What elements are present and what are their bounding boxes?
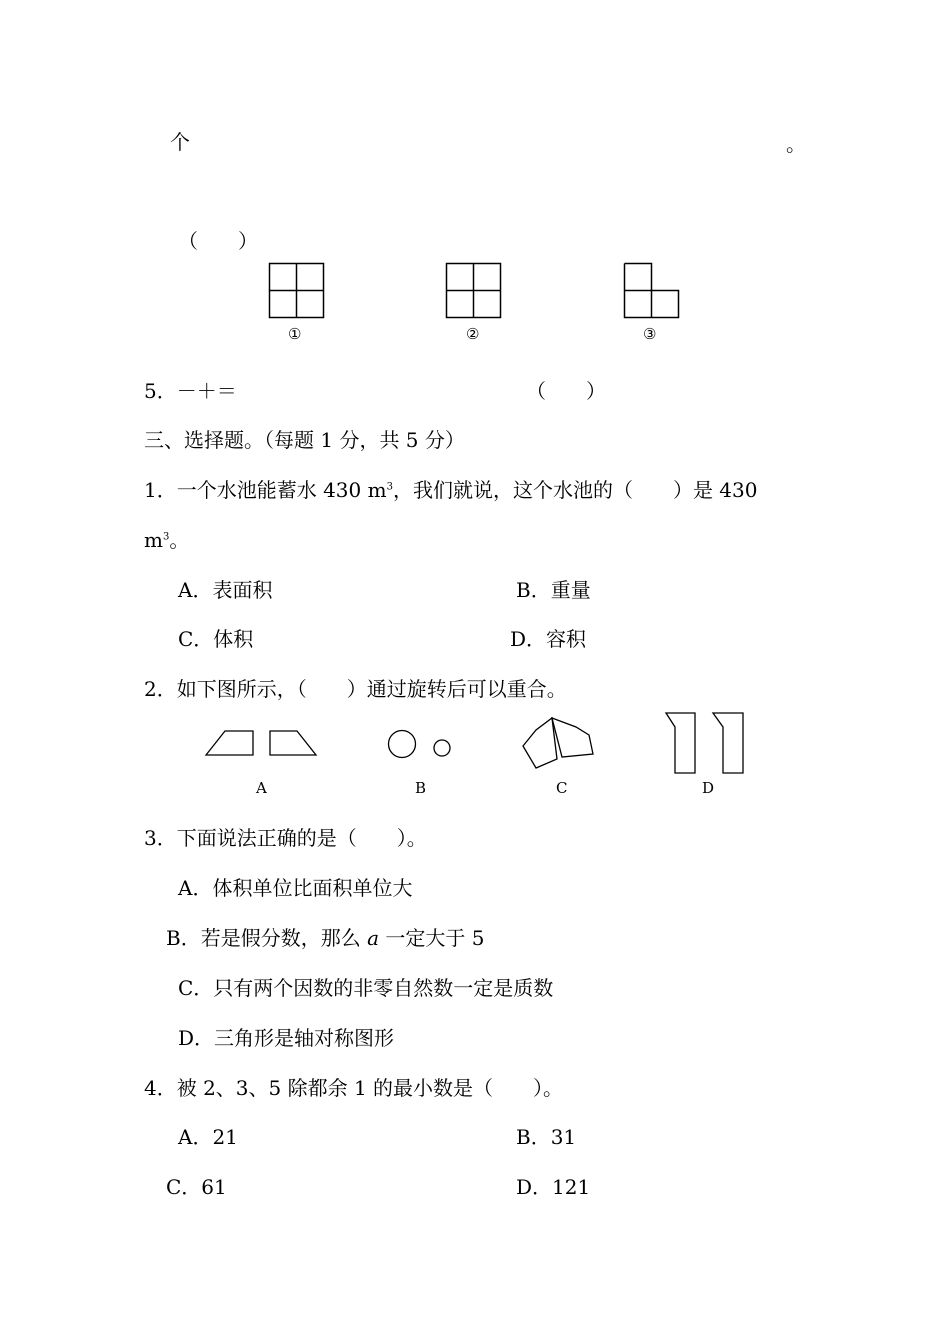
choice-1-stem-end: 。: [169, 528, 190, 552]
figure-label-3: ③: [643, 325, 657, 343]
shape-label-c: C: [556, 779, 568, 797]
choice-3-option-c: C．只有两个因数的非零自然数一定是质数: [178, 976, 554, 1000]
shape-label-d: D: [702, 779, 715, 797]
square-figure-2: [445, 262, 505, 322]
superscript-3-line2: 3: [162, 531, 170, 543]
choice-4-option-a: A．21: [178, 1125, 238, 1149]
choice-1-option-b: B．重量: [516, 578, 591, 602]
shape-a-trapezoids: [200, 722, 325, 762]
question-5-text: 5．－＋＝: [144, 379, 237, 403]
choice-1-stem-m: m: [144, 528, 163, 552]
shape-label-b: B: [415, 779, 427, 797]
choice-1-stem-a: 1．一个水池能蓄水 430 m: [144, 478, 387, 502]
answer-blank-q4: （ ）: [178, 229, 258, 253]
choice-4-option-c: C．61: [166, 1175, 227, 1199]
choice-3-option-b-pre: B．若是假分数，那么: [166, 926, 368, 950]
figure-label-1: ①: [288, 325, 302, 343]
square-figure-1: [268, 262, 328, 322]
choice-1-option-d: D．容积: [510, 627, 587, 651]
question-5-blank: （ ）: [526, 379, 606, 403]
superscript-3: 3: [386, 481, 393, 493]
fragment-ge: 个: [170, 130, 190, 154]
choice-1-stem-line1: [144, 478, 757, 502]
shape-label-a: A: [256, 779, 267, 797]
fragment-period: 。: [786, 132, 806, 156]
choice-3-option-b-post: 一定大于 5: [379, 926, 485, 950]
choice-3-option-b: [166, 926, 484, 950]
figure-label-2: ②: [466, 325, 480, 343]
choice-2-stem: 2．如下图所示，（ ）通过旋转后可以重合。: [144, 677, 567, 701]
choice-1-option-a: A．表面积: [178, 578, 273, 602]
choice-1-stem-line2: [144, 528, 189, 552]
choice-3-option-a: A．体积单位比面积单位大: [178, 876, 413, 900]
choice-1-stem-b: ，我们就说，这个水池的（ ）是 430: [392, 478, 758, 502]
section-3-title: 三、选择题。（每题 1 分，共 5 分）: [144, 428, 465, 452]
choice-4-option-b: B．31: [516, 1125, 577, 1149]
square-figure-3: [623, 262, 683, 322]
variable-a: a: [367, 926, 379, 950]
choice-3-stem: 3．下面说法正确的是（ ）。: [144, 826, 427, 850]
choice-3-option-d: D．三角形是轴对称图形: [178, 1026, 395, 1050]
shape-c-pentagons: [515, 710, 605, 775]
shape-d-hooks: [660, 706, 755, 781]
choice-4-stem: 4．被 2、3、5 除都余 1 的最小数是（ ）。: [144, 1076, 564, 1100]
shape-b-circles: [385, 725, 455, 765]
choice-4-option-d: D．121: [516, 1175, 591, 1199]
choice-1-option-c: C．体积: [178, 627, 254, 651]
